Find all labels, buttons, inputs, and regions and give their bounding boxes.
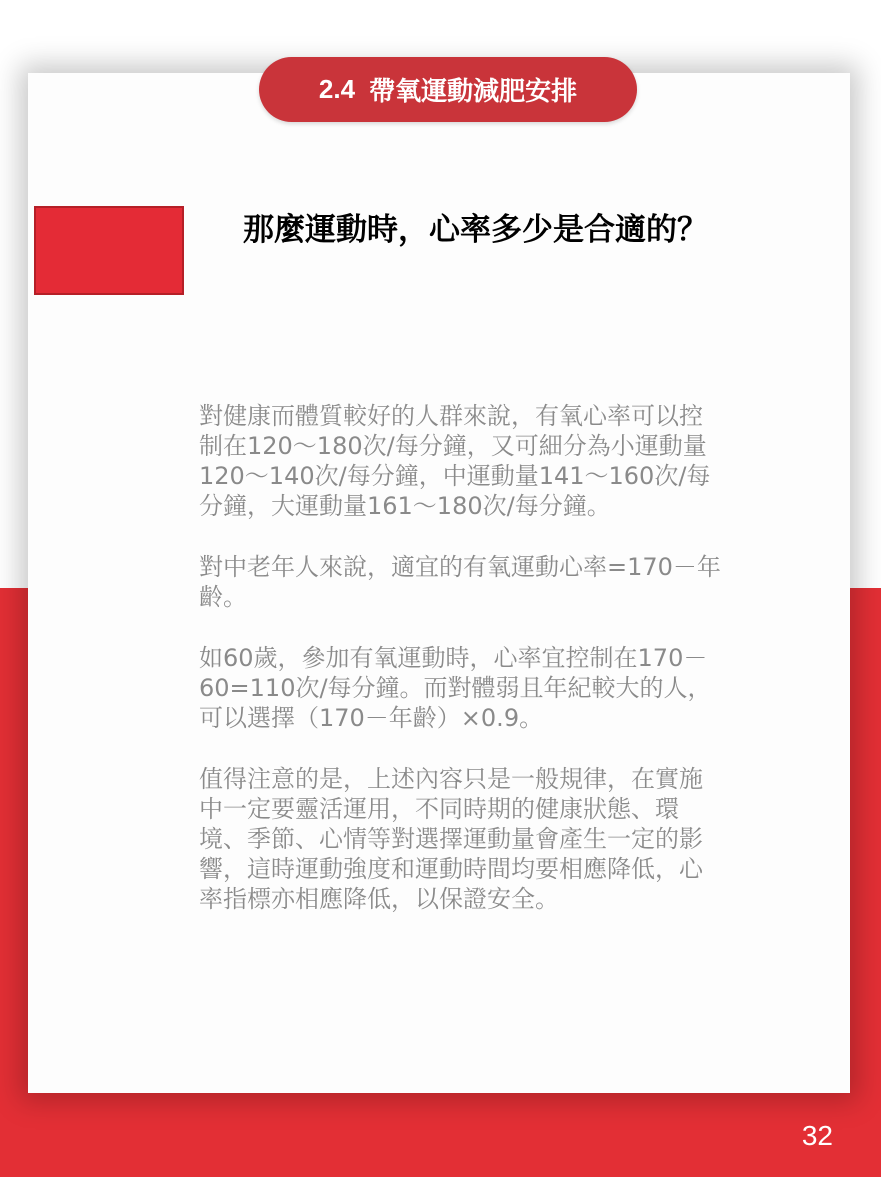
paragraph: 值得注意的是，上述內容只是一般規律，在實施中一定要靈活運用，不同時期的健康狀態、環境、季節、心情等對選擇運動量會產生一定的影響，這時運動強度和運動時間均要相應降低，心率指標亦相應降低，以保證安全。 xyxy=(199,765,703,913)
section-title: 帶氧運動減肥安排 xyxy=(369,77,578,107)
question-heading: 那麼運動時，心率多少是合適的？ xyxy=(243,212,708,248)
paragraph: 對中老年人來說，適宜的有氧運動心率=170－年齡。 xyxy=(199,553,721,611)
page-number: 32 xyxy=(801,1120,833,1151)
section-title-pill xyxy=(259,57,637,122)
decorative-red-block xyxy=(34,206,184,295)
paragraph: 如60歲，參加有氧運動時，心率宜控制在170－60=110次/每分鐘。而對體弱且年紀較大的人，可以選擇（170－年齡）×0.9。 xyxy=(199,644,712,732)
body-text xyxy=(199,401,721,945)
section-number: 2.4 xyxy=(318,74,356,104)
paragraph: 對健康而體質較好的人群來說，有氧心率可以控制在120～180次/每分鐘，又可細分為小運動量120～140次/每分鐘，中運動量141～160次/每分鐘，大運動量161～180次/每分鐘。 xyxy=(199,402,711,520)
